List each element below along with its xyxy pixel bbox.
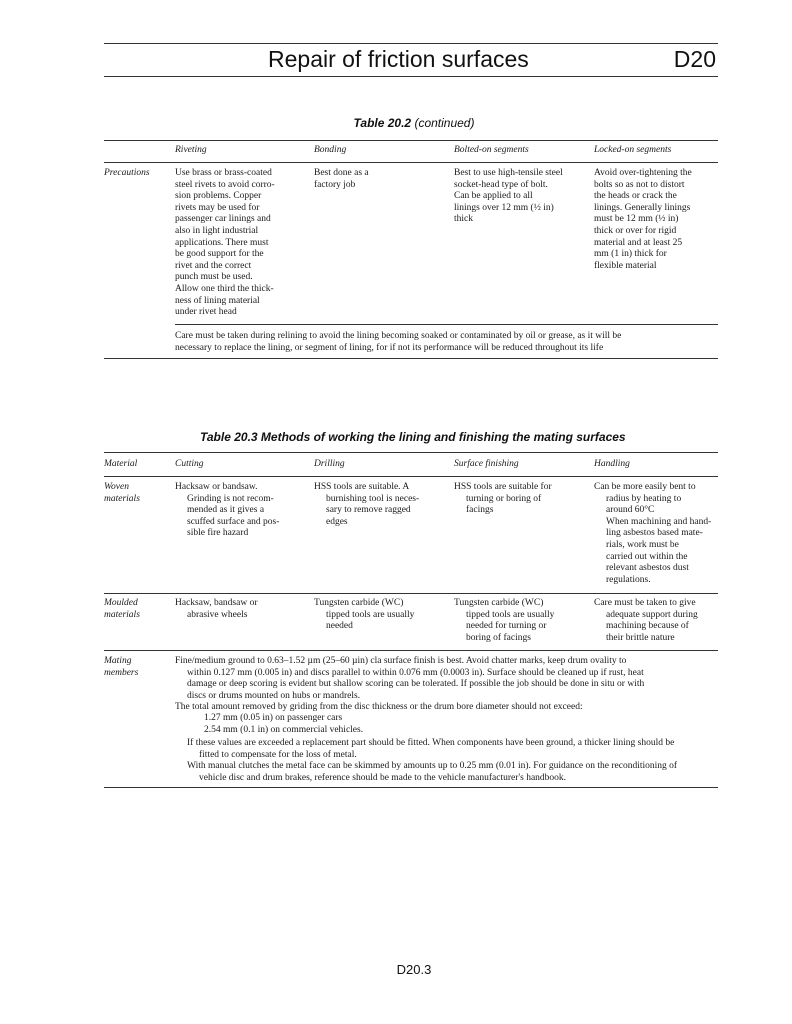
cell-locked-on: Avoid over-tightening the bolts so as not to distort the heads or crack the linings. Generally linings must be 12 mm (½ in) thick or over for rigid material and at least 25 mm (1 in) thick for flexible material [594,168,692,271]
cell-moulded-surface: Tungsten carbide (WC) tipped tools are usually needed for turning or boring of facings [454,598,555,643]
header-top-rule [104,43,718,44]
table-20-2-caption-suffix: (continued) [411,116,475,130]
table-20-2-bottom-rule [104,358,718,359]
col-header-bonding: Bonding [314,145,347,155]
row-label-woven: Woven materials [104,482,140,504]
col-header-locked-on: Locked-on segments [594,145,672,155]
row-label-precautions: Precautions [104,168,150,178]
cell-riveting: Use brass or brass-coated steel rivets to avoid corro- sion problems. Copper rivets may be used for passenger car linings and also in light industrial applications. There must be good support for the rivet and the correct punch must be used. Allow one third the thick- ness of lining material under rivet head [175,168,275,318]
col-header-cutting: Cutting [175,459,204,469]
table-20-3-header-rule [104,476,718,477]
mating-paragraph-5: With manual clutches the metal face can be skimmed by amounts up to 0.25 mm (0.01 in). For guidance on the reconditioning of vehicle disc and drum brakes, reference should be made to the vehicle manufacturer's handbook. [187,761,678,783]
table-20-3-caption [200,430,626,444]
table-20-3-top-rule [104,452,718,453]
cell-woven-handling: Can be more easily bent to radius by heating to around 60°C When machining and hand- ling asbestos based mate- rials, work must be carried out within the relevant asbestos dust regulations. [594,482,712,585]
mating-paragraph-1: Fine/medium ground to 0.63–1.52 µm (25–60 µin) cla surface finish is best. Avoid chatter marks, keep drum ovality to within 0.127 mm (0.005 in) and discs parallel to within 0.076 mm (0.0003 in). Surface should be cleaned up if rust, heat damage or deep scoring is evident but shallow scoring can be tolerated. If possible the job should be done in situ or with discs or drums mounted on hubs or mandrels. [175,656,645,701]
table-20-2-caption [0,116,792,130]
mating-paragraph-2: The total amount removed by griding from the disc thickness or the drum bore diameter should not exceed: [175,702,583,712]
cell-moulded-cutting: Hacksaw, bandsaw or abrasive wheels [175,598,258,620]
header-bottom-rule [104,76,718,77]
cell-moulded-drilling: Tungsten carbide (WC) tipped tools are usually needed [314,598,415,632]
cell-woven-drilling: HSS tools are suitable. A burnishing tool is neces- sary to remove ragged edges [314,482,420,527]
col-header-surface-finishing: Surface finishing [454,459,519,469]
table-20-2-note-rule [175,324,718,325]
table-20-2-header-rule [104,162,718,163]
moulded-row-rule [104,650,718,651]
mating-limit-passenger: 1.27 mm (0.05 in) on passenger cars [204,713,343,723]
col-header-material: Material [104,459,138,469]
mating-limit-commercial: 2.54 mm (0.1 in) on commercial vehicles. [204,725,364,735]
table-20-2-top-rule [104,140,718,141]
cell-bonding: Best done as a factory job [314,168,369,190]
section-code: D20 [673,46,716,72]
col-header-handling: Handling [594,459,630,469]
col-header-bolted-on: Bolted-on segments [454,145,529,155]
table-20-3-caption-text: Table 20.3 Methods of working the lining and finishing the mating surfaces [200,430,626,444]
col-header-drilling: Drilling [314,459,345,469]
col-header-riveting: Riveting [175,145,207,155]
cell-bolted-on: Best to use high-tensile steel socket-head type of bolt. Can be applied to all linings over 12 mm (½ in) thick [454,168,563,225]
table-20-2-caption-number: Table 20.2 [353,116,412,130]
page-number: D20.3 [396,962,432,977]
row-label-mating: Mating members [104,656,139,678]
page-title: Repair of friction surfaces [268,46,529,72]
cell-moulded-handling: Care must be taken to give adequate support during machining because of their brittle nature [594,598,698,643]
cell-woven-surface: HSS tools are suitable for turning or boring of facings [454,482,552,516]
table-20-3-bottom-rule [104,787,718,788]
table-20-2-note: Care must be taken during relining to avoid the lining becoming soaked or contaminated by oil or grease, as it will be necessary to replace the lining, or segment of lining, for if not its performance will be reduced throughout its life [175,331,622,353]
row-label-moulded: Moulded materials [104,598,140,620]
woven-row-rule [104,593,718,594]
cell-woven-cutting: Hacksaw or bandsaw. Grinding is not recom- mended as it gives a scuffed surface and pos- sible fire hazard [175,482,280,539]
mating-paragraph-4: If these values are exceeded a replacement part should be fitted. When components have been ground, a thicker lining should be fitted to compensate for the loss of metal. [187,738,675,760]
